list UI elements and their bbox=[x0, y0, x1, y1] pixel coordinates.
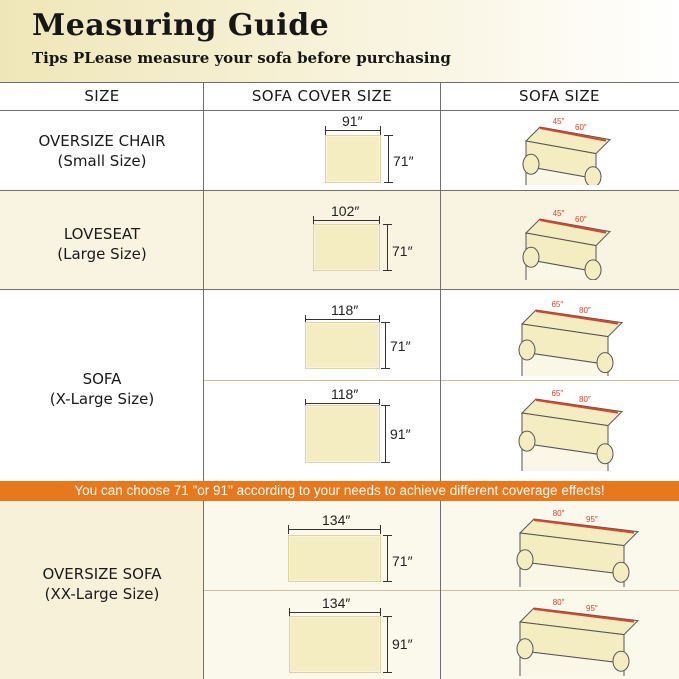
size-title: OVERSIZE SOFA bbox=[42, 565, 162, 583]
column-divider bbox=[440, 501, 441, 679]
cover-width-dimension bbox=[305, 403, 380, 404]
cover-width-label: 118″ bbox=[331, 302, 359, 318]
table-top-border bbox=[0, 82, 679, 83]
sofa-arm-left bbox=[517, 639, 533, 659]
seat-length-min-label: 80″ bbox=[552, 509, 565, 518]
cover-width-dimension bbox=[325, 130, 381, 131]
sofa-arm-left bbox=[519, 431, 535, 451]
size-name-oversize-chair bbox=[0, 131, 204, 171]
size-subtitle: (XX-Large Size) bbox=[44, 585, 160, 603]
cover-width-dimension bbox=[289, 612, 381, 613]
sofa-arm-left bbox=[523, 247, 539, 267]
cover-width-dimension bbox=[313, 220, 380, 221]
cover-height-label: 91″ bbox=[390, 426, 411, 442]
cover-swatch bbox=[325, 135, 381, 183]
size-name-oversize-sofa bbox=[0, 564, 204, 604]
seat-length-min-label: 65″ bbox=[551, 300, 564, 309]
cover-width-label: 118″ bbox=[331, 386, 359, 402]
sofa-arm-right bbox=[613, 651, 629, 671]
header-banner bbox=[0, 0, 679, 82]
size-name-loveseat bbox=[0, 224, 204, 264]
cover-height-label: 71″ bbox=[392, 553, 413, 569]
cover-height-dimension bbox=[385, 405, 386, 463]
sofa-illustration bbox=[514, 505, 644, 587]
cover-height-dimension bbox=[388, 135, 389, 183]
sofa-arm-left bbox=[519, 340, 535, 360]
sofa-illustration bbox=[514, 594, 644, 676]
cover-height-dimension bbox=[385, 322, 386, 369]
cover-height-dimension bbox=[387, 224, 388, 271]
sofa-illustration bbox=[520, 113, 620, 185]
seat-length-min-label: 45″ bbox=[552, 209, 565, 218]
cover-width-dimension bbox=[288, 529, 381, 530]
sofa-arm-right bbox=[597, 444, 613, 464]
cover-height-label: 71″ bbox=[392, 243, 413, 259]
sofa-arm-right bbox=[585, 167, 601, 185]
seat-length-min-label: 45″ bbox=[552, 117, 565, 126]
size-subtitle: (Large Size) bbox=[57, 245, 147, 263]
row-divider bbox=[0, 190, 679, 191]
sub-row-divider bbox=[204, 380, 679, 381]
cover-swatch bbox=[305, 322, 380, 369]
sofa-illustration bbox=[520, 205, 620, 280]
sofa-arm-right bbox=[585, 260, 601, 280]
seat-length-max-label: 95″ bbox=[586, 515, 598, 524]
column-header-size: SIZE bbox=[84, 87, 120, 105]
cover-height-label: 71″ bbox=[393, 153, 414, 169]
seat-length-min-label: 80″ bbox=[552, 598, 565, 607]
cover-height-dimension bbox=[387, 616, 388, 673]
cover-height-label: 91″ bbox=[392, 636, 413, 652]
seat-length-max-label: 80″ bbox=[579, 306, 591, 315]
cover-width-dimension bbox=[305, 319, 380, 320]
cover-height-dimension bbox=[387, 535, 388, 582]
seat-length-min-label: 65″ bbox=[551, 389, 564, 398]
cover-width-label: 91″ bbox=[342, 113, 363, 129]
cover-swatch bbox=[289, 616, 381, 673]
cover-width-label: 102″ bbox=[331, 203, 360, 219]
page-subtitle: Tips PLease measure your sofa before purchasing bbox=[32, 49, 451, 67]
seat-length-max-label: 60″ bbox=[575, 123, 587, 132]
size-name-sofa bbox=[0, 369, 204, 409]
sofa-arm-right bbox=[597, 353, 613, 373]
sofa-illustration bbox=[516, 296, 632, 376]
coverage-notice: You can choose 71 "or 91" according to your needs to achieve different coverage effects! bbox=[0, 481, 679, 501]
cover-swatch bbox=[305, 405, 380, 463]
seat-length-max-label: 95″ bbox=[586, 604, 598, 613]
cover-swatch bbox=[288, 535, 381, 582]
cover-height-label: 71″ bbox=[390, 338, 411, 354]
seat-length-max-label: 60″ bbox=[575, 215, 587, 224]
cover-width-label: 134″ bbox=[322, 512, 351, 528]
sofa-arm-right bbox=[613, 562, 629, 582]
size-subtitle: (Small Size) bbox=[57, 152, 147, 170]
size-subtitle: (X-Large Size) bbox=[49, 390, 155, 408]
page-title: Measuring Guide bbox=[32, 8, 330, 43]
column-divider bbox=[440, 82, 441, 481]
sub-row-divider bbox=[204, 590, 679, 591]
cover-width-label: 134″ bbox=[322, 595, 351, 611]
size-title: OVERSIZE CHAIR bbox=[38, 132, 166, 150]
size-title: LOVESEAT bbox=[63, 225, 141, 243]
seat-length-max-label: 80″ bbox=[579, 395, 591, 404]
sofa-arm-left bbox=[523, 154, 539, 174]
row-divider bbox=[0, 289, 679, 290]
column-header-sofa-size: SOFA SIZE bbox=[519, 87, 600, 105]
header-bottom-border bbox=[0, 110, 679, 111]
column-header-cover-size: SOFA COVER SIZE bbox=[251, 87, 393, 105]
sofa-illustration bbox=[516, 385, 632, 471]
size-title: SOFA bbox=[82, 370, 122, 388]
sofa-arm-left bbox=[517, 550, 533, 570]
cover-swatch bbox=[313, 224, 380, 271]
